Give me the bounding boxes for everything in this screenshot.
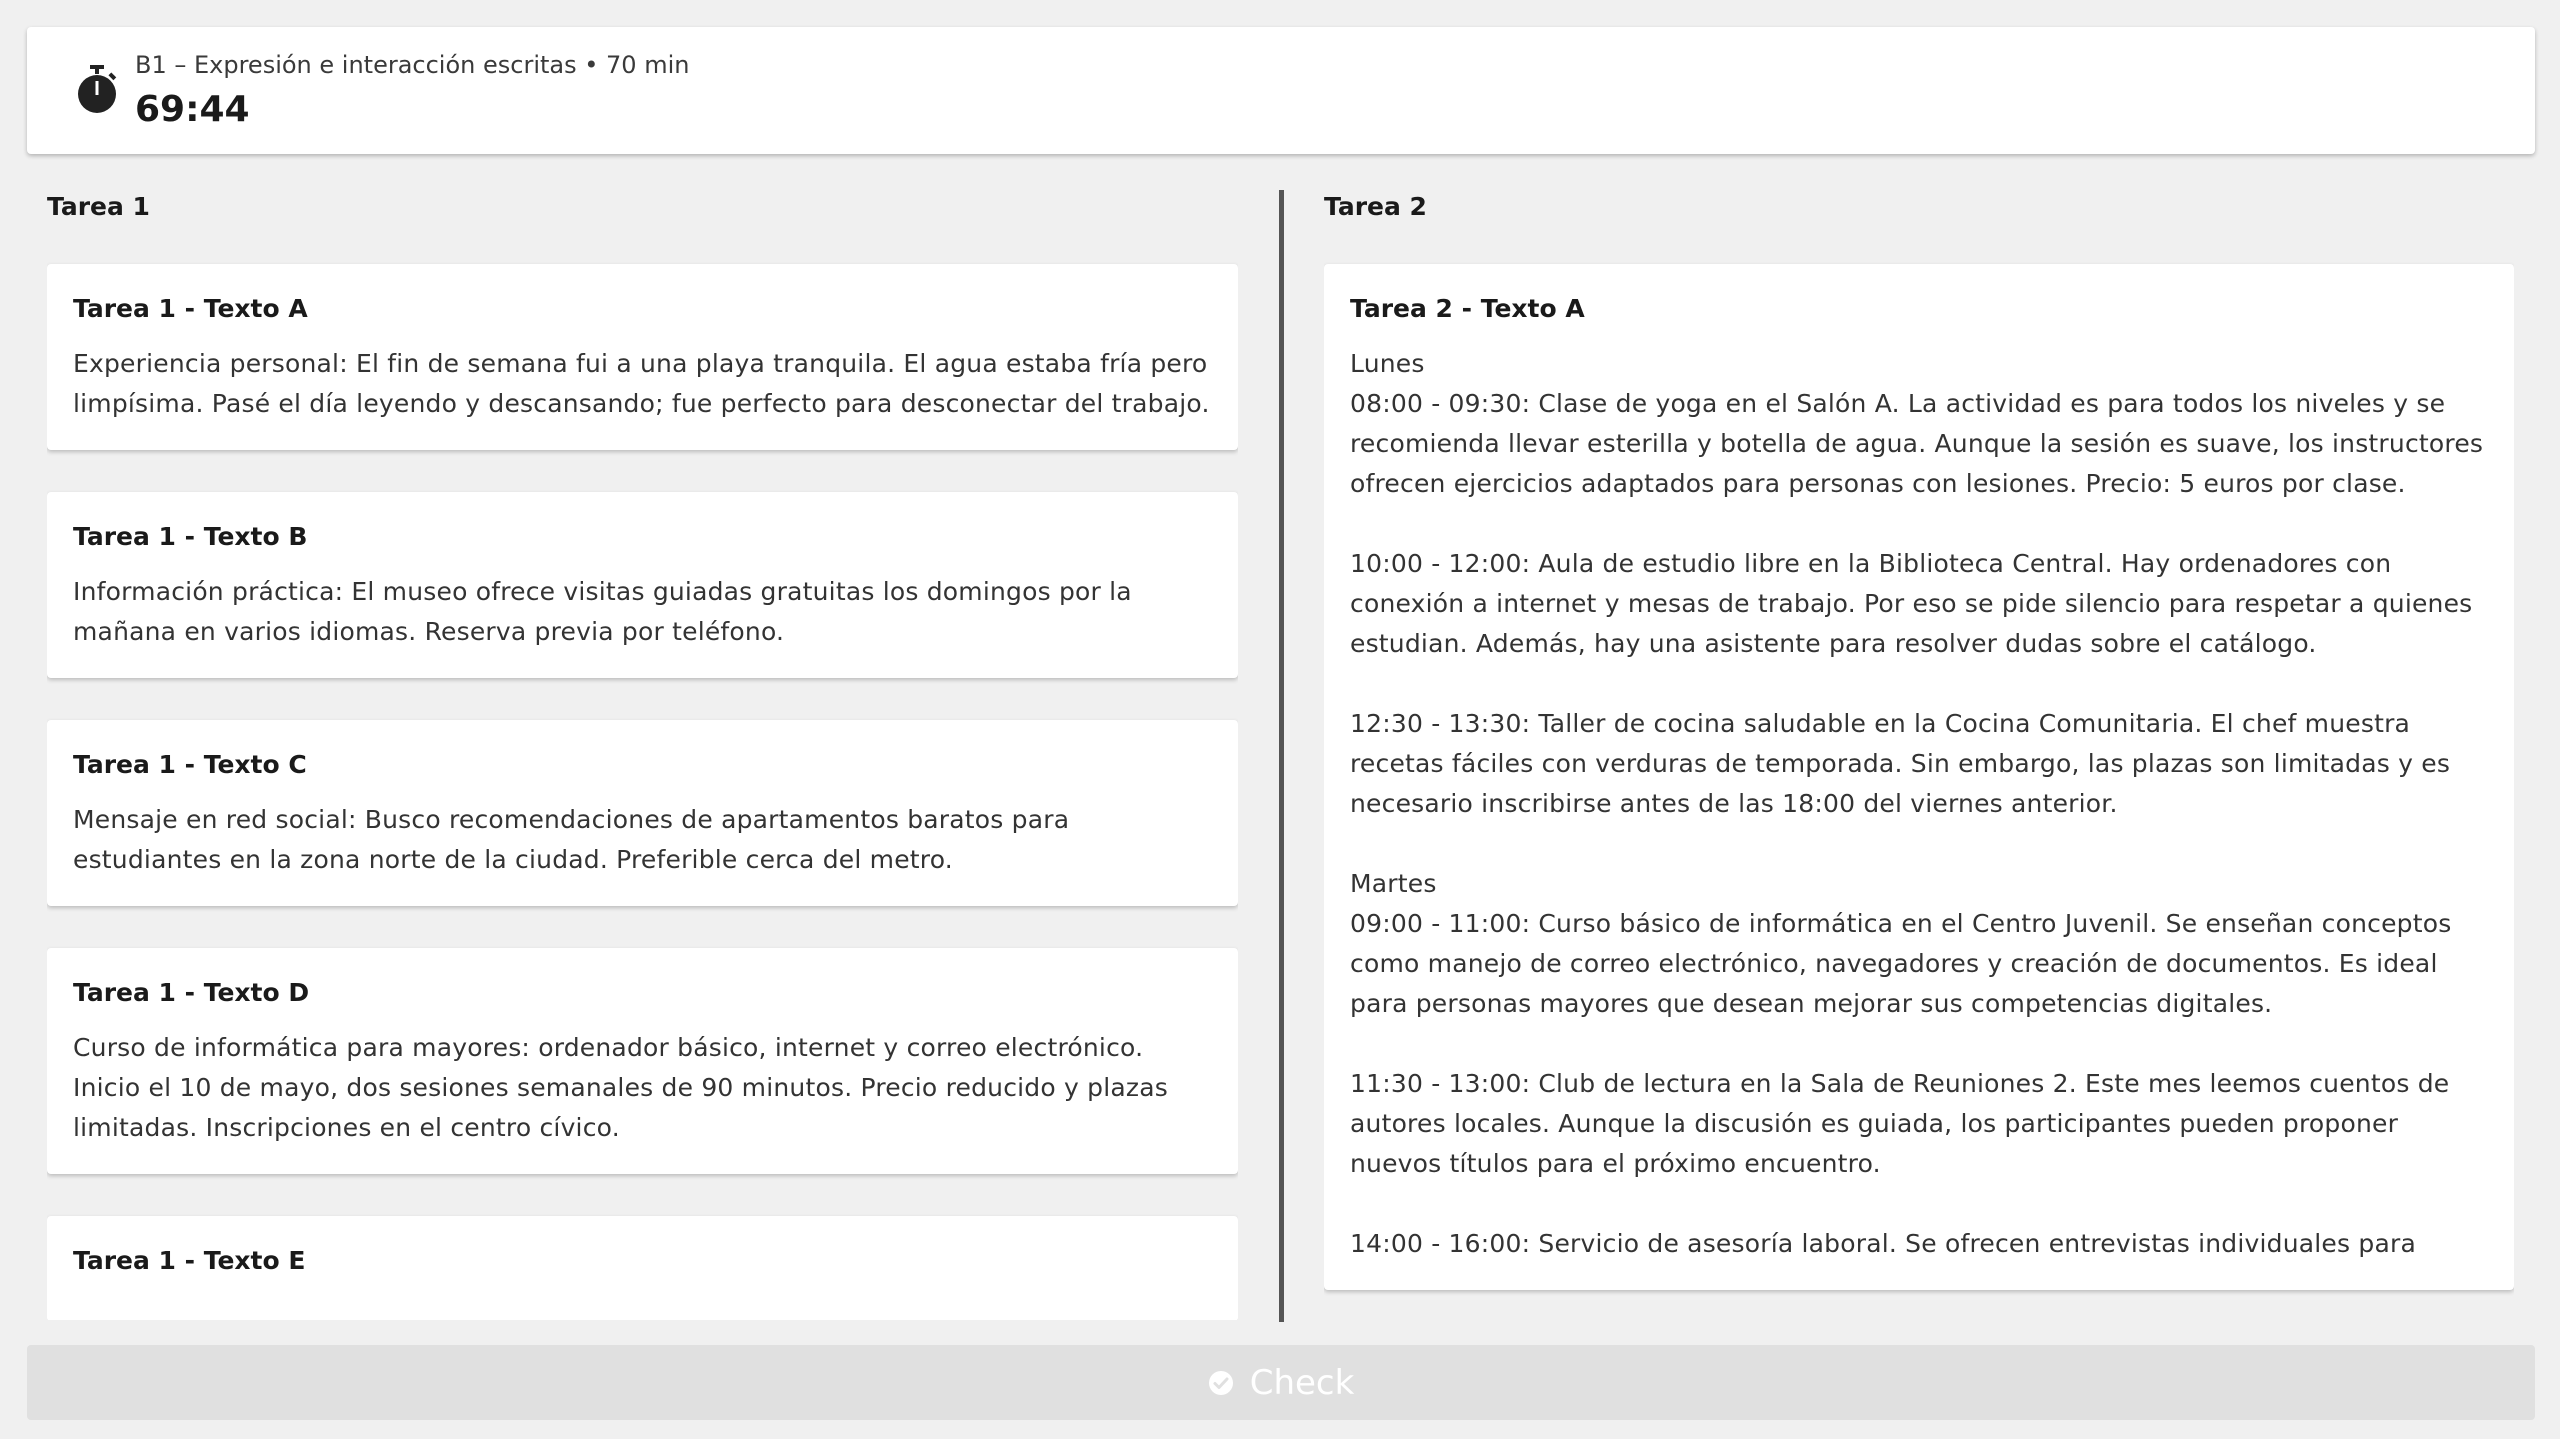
section-title-tarea-2: Tarea 2	[1324, 192, 1427, 221]
card-title: Tarea 1 - Texto A	[73, 294, 308, 323]
card-body: Experiencia personal: El fin de semana fui a una playa tranquila. El agua estaba fría pero limpísima. Pasé el día leyendo y descansando; fue perfecto para desconectar del trabajo.	[73, 349, 1210, 418]
card-tarea-1-texto-e	[47, 1216, 1238, 1320]
card-body: Curso de informática para mayores: ordenador básico, internet y correo electrónico. Inicio el 10 de mayo, dos sesiones semanales de 90 minutos. Precio reducido y plazas limitadas. Inscripciones en el centro cívico.	[73, 1033, 1168, 1142]
card-title: Tarea 1 - Texto C	[73, 750, 307, 779]
card-title: Tarea 1 - Texto B	[73, 522, 308, 551]
tarea-2-panel[interactable]	[1324, 192, 2514, 1320]
timer-icon	[75, 65, 119, 115]
card-title: Tarea 1 - Texto E	[73, 1246, 306, 1275]
panel-divider[interactable]	[1279, 190, 1284, 1325]
card-tarea-1-texto-d	[47, 948, 1238, 1174]
card-title: Tarea 1 - Texto D	[73, 978, 310, 1007]
check-label: Check	[1249, 1362, 1355, 1403]
card-title: Tarea 2 - Texto A	[1350, 294, 1585, 323]
section-title-tarea-1: Tarea 1	[47, 192, 150, 221]
card-body: Información práctica: El museo ofrece visitas guiadas gratuitas los domingos por la mañana en varios idiomas. Reserva previa por teléfono.	[73, 577, 1132, 646]
card-body: Mensaje en red social: Busco recomendaciones de apartamentos baratos para estudiantes en la zona norte de la ciudad. Preferible cerca del metro.	[73, 805, 1070, 874]
header-text	[135, 51, 689, 131]
card-tarea-2-texto-a	[1324, 264, 2514, 1290]
exam-header	[27, 27, 2535, 154]
exam-subtitle: B1 – Expresión e interacción escritas • 70 min	[135, 51, 690, 79]
card-tarea-1-texto-b	[47, 492, 1238, 678]
timer-display: 69:44	[135, 88, 250, 130]
check-button[interactable]	[27, 1345, 2535, 1420]
card-tarea-1-texto-c	[47, 720, 1238, 906]
card-body: Lunes 08:00 - 09:30: Clase de yoga en el Salón A. La actividad es para todos los niveles y se recomienda llevar esterilla y botella de agua. Aunque la sesión es suave, los instructores ofrecen ejercicios adaptados para personas con lesiones. Precio: 5 euros por clase. 10:00 - 12:00: Aula de estudio libre en la Biblioteca Central. Hay ordenadores con conexión a internet y mesas de trabajo. Por eso se pide silencio para respetar a quienes estudian. Además, hay una asistente para resolver dudas sobre el catálogo. 12:30 - 13:30: Taller de cocina saludable en la Cocina Comunitaria. El chef muestra recetas fáciles con verduras de temporada. Sin embargo, las plazas son limitadas y es necesario inscribirse antes de las 18:00 del viernes anterior. Martes 09:00 - 11:00: Curso básico de informática en el Centro Juvenil. Se enseñan conceptos como manejo de correo electrónico, navegadores y creación de documentos. Es ideal para personas mayores que desean mejorar sus competencias digitales. 11:30 - 13:00: Club de lectura en la Sala de Reuniones 2. Este mes leemos cuentos de autores locales. Aunque la discusión es guiada, los participantes pueden proponer nuevos títulos para el próximo encuentro. 14:00 - 16:00: Servicio de asesoría laboral. Se ofrecen entrevistas individuales para	[1350, 349, 2484, 1258]
check-circle-icon	[1208, 1370, 1234, 1396]
card-tarea-1-texto-a	[47, 264, 1238, 450]
tarea-1-panel[interactable]	[47, 192, 1238, 1320]
